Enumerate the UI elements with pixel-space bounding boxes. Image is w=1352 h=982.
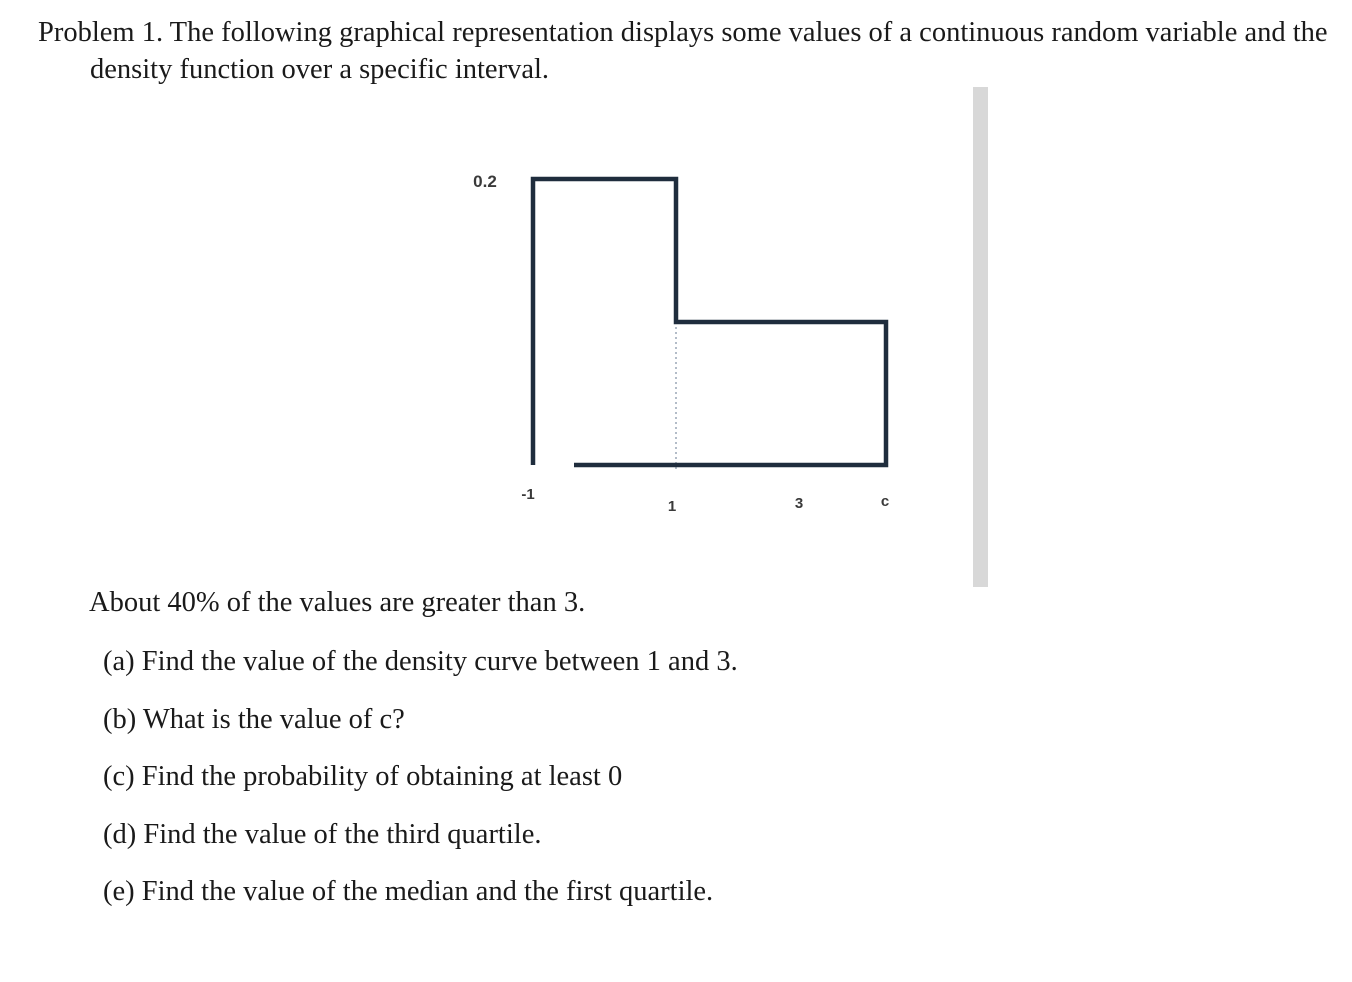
problem-title: Problem 1. The following graphical representation displays some values of a continuous random variable and the density function over a specific interval.: [38, 17, 1328, 85]
y-tick-label: 0.2: [473, 172, 497, 191]
density-outline: [533, 179, 886, 465]
question-c: (c) Find the probability of obtaining at least 0: [103, 761, 623, 792]
x-tick-label-1: 1: [667, 498, 677, 515]
question-d: (d) Find the value of the third quartile.: [103, 818, 542, 850]
density-chart: [0, 0, 1000, 560]
x-tick-label-neg1: -1: [521, 486, 535, 503]
question-e: (e) Find the value of the median and the first quartile.: [103, 876, 714, 907]
question-intro: About 40% of the values are greater than 3.: [89, 587, 586, 618]
x-tick-label-3: 3: [794, 495, 804, 512]
question-b: (b) What is the value of c?: [103, 703, 405, 735]
question-a: (a) Find the value of the density curve between 1 and 3.: [103, 646, 738, 677]
x-tick-label-c: c: [880, 493, 890, 510]
question-list: [103, 644, 738, 932]
